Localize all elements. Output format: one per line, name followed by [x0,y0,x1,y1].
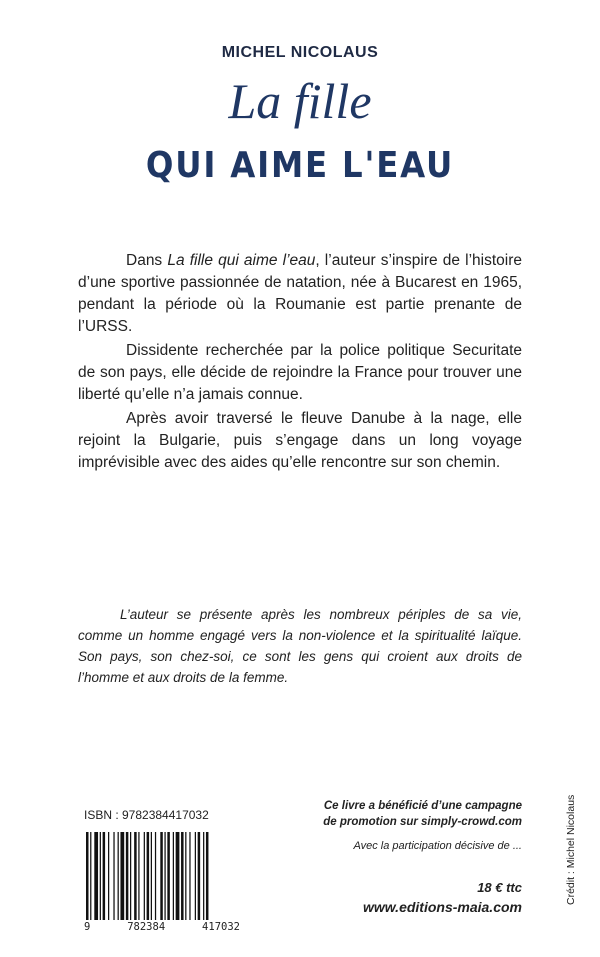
blurb-p1-prefix: Dans [126,252,168,269]
photo-credit: Crédit : Michel Nicolaus [565,794,577,905]
blurb-p1-rest: , l’auteur s’inspire de l’histoire d’une sportive passionnée de natation, née à Bucarest en 1965, pendant la période où la Roumanie est partie prenante de l’URSS. [78,252,522,335]
author-name: MICHEL NICOLAUS [221,44,379,61]
promo-line-1: Ce livre a bénéficié d’une campagne [323,800,522,812]
isbn-label: ISBN : 9782384417032 [84,808,209,822]
publisher-website: www.editions-maia.com [363,899,522,915]
promo-text [300,798,522,830]
blurb-paragraph-2: Dissidente recherchée par la police politique Securitate de son pays, elle décide de rejoindre la France pour trouver une liberté qu’elle n’a jamais connue. [78,342,522,403]
blurb-paragraph-1 [78,250,522,338]
blurb-book-title: La fille qui aime l’eau [167,252,316,269]
blurb [78,250,522,476]
title-line-1: La fille [228,73,372,129]
promo-line-2: de promotion sur simply-crowd.com [323,816,522,828]
barcode-digit-group-1: 9 [84,921,91,933]
barcode-digit-group-2: 782384 [127,921,166,933]
barcode-digit-group-3: 417032 [202,921,240,933]
title-line-2: QUI AIME L'EAU [145,145,455,186]
price: 18 € ttc [477,880,522,895]
barcode [84,832,240,920]
about-author-text: L’auteur se présente après les nombreux périples de sa vie, comme un homme engagé vers la non-violence et la spiritualité laïque. Son pays, son chez-soi, ce sont les gens qui croient aux droits de l’homme et aux droits de la femme. [78,607,522,685]
barcode-digits [84,921,240,933]
about-author [78,604,522,688]
blurb-paragraph-3: Après avoir traversé le fleuve Danube à la nage, elle rejoint la Bulgarie, puis s’engage dans un long voyage imprévisible avec des aides qu’elle rencontre sur son chemin. [78,410,522,471]
participation-text: Avec la participation décisive de ... [353,840,522,852]
